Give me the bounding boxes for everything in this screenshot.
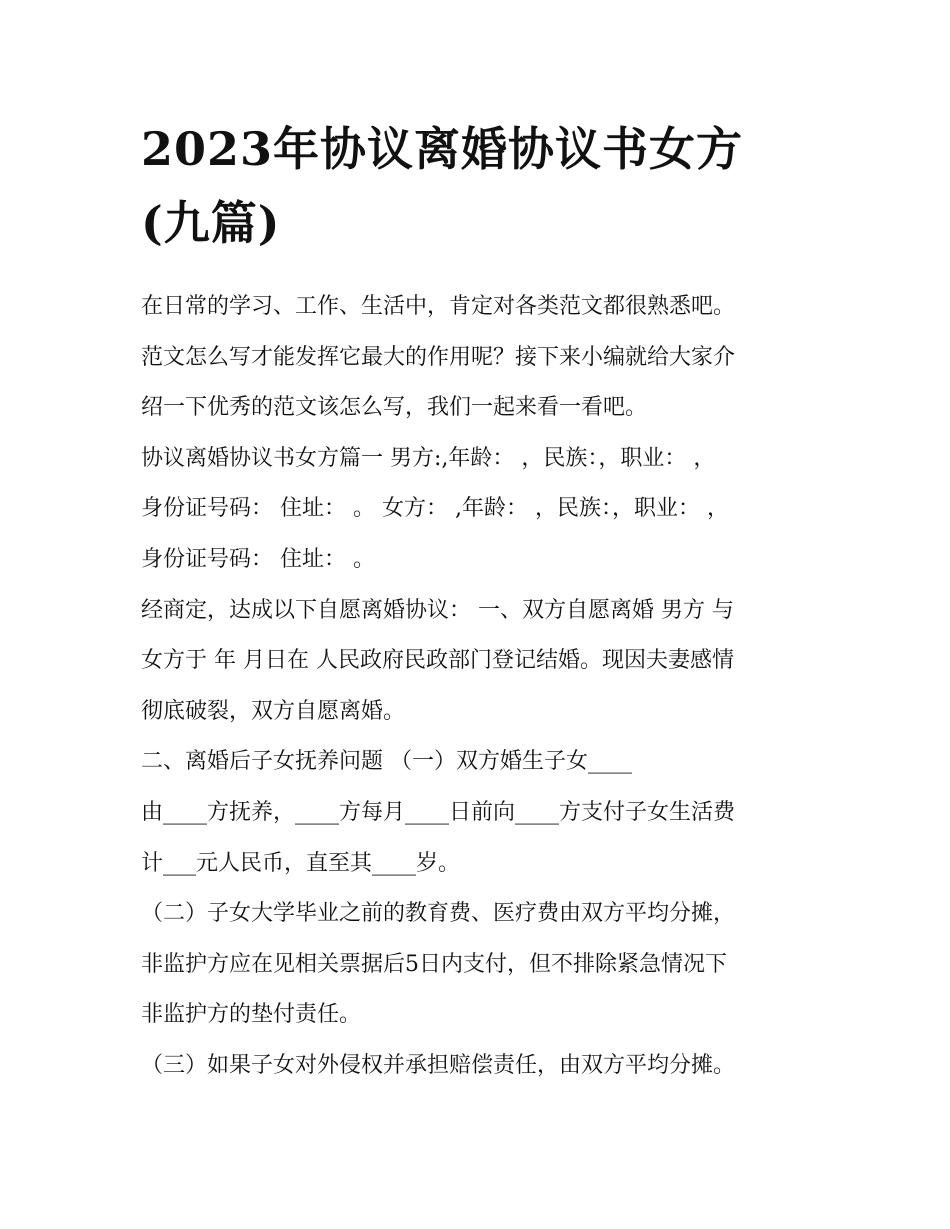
text-line: 绍一下优秀的范文该怎么写，我们一起来看一看吧。	[141, 395, 648, 421]
text-line: 计___元人民币，直至其____岁。	[141, 850, 461, 876]
text-line: 非监护方应在见相关票据后5日内支付，但不排除紧急情况下	[141, 951, 727, 977]
paragraph-education-costs	[141, 889, 814, 1041]
text-line: 经商定，达成以下自愿离婚协议： 一、双方自愿离婚 男方 与	[141, 597, 734, 623]
text-line: 在日常的学习、工作、生活中，肯定对各类范文都很熟悉吧。	[141, 294, 736, 319]
text-line: 非监护方的垫付责任。	[141, 1002, 362, 1028]
paragraph-liability	[141, 1041, 814, 1092]
text-line: 彻底破裂，双方自愿离婚。	[141, 698, 406, 724]
title-line: 2023年协议离婚协议书女方	[141, 122, 744, 176]
text-line: 协议离婚协议书女方篇一 男方:,年龄： ，民族：，职业： ，	[141, 445, 716, 471]
paragraph-agreement	[141, 586, 814, 738]
paragraph-intro	[141, 282, 814, 434]
document-title	[141, 112, 814, 260]
paragraph-child-custody	[141, 737, 814, 889]
text-line: 范文怎么写才能发挥它最大的作用呢？接下来小编就给大家介	[141, 344, 736, 370]
text-line: 女方于 年 月日在 人民政府民政部门登记结婚。现因夫妻感情	[141, 648, 734, 674]
text-line: （二）子女大学毕业之前的教育费、医疗费由双方平均分摊，	[141, 901, 736, 927]
paragraph-parties	[141, 434, 814, 586]
text-line: 由____方抚养，____方每月____日前向____方支付子女生活费	[141, 799, 736, 825]
text-line: 二、离婚后子女抚养问题 （一）双方婚生子女____	[141, 749, 632, 775]
text-line: 身份证号码： 住址： 。 女方： ,年龄： ，民族：，职业： ，	[141, 496, 729, 522]
text-line: （三）如果子女对外侵权并承担赔偿责任，由双方平均分摊。	[141, 1052, 736, 1078]
document-body	[141, 282, 814, 1092]
title-line: (九篇)	[141, 196, 281, 250]
text-line: 身份证号码： 住址： 。	[141, 546, 375, 572]
